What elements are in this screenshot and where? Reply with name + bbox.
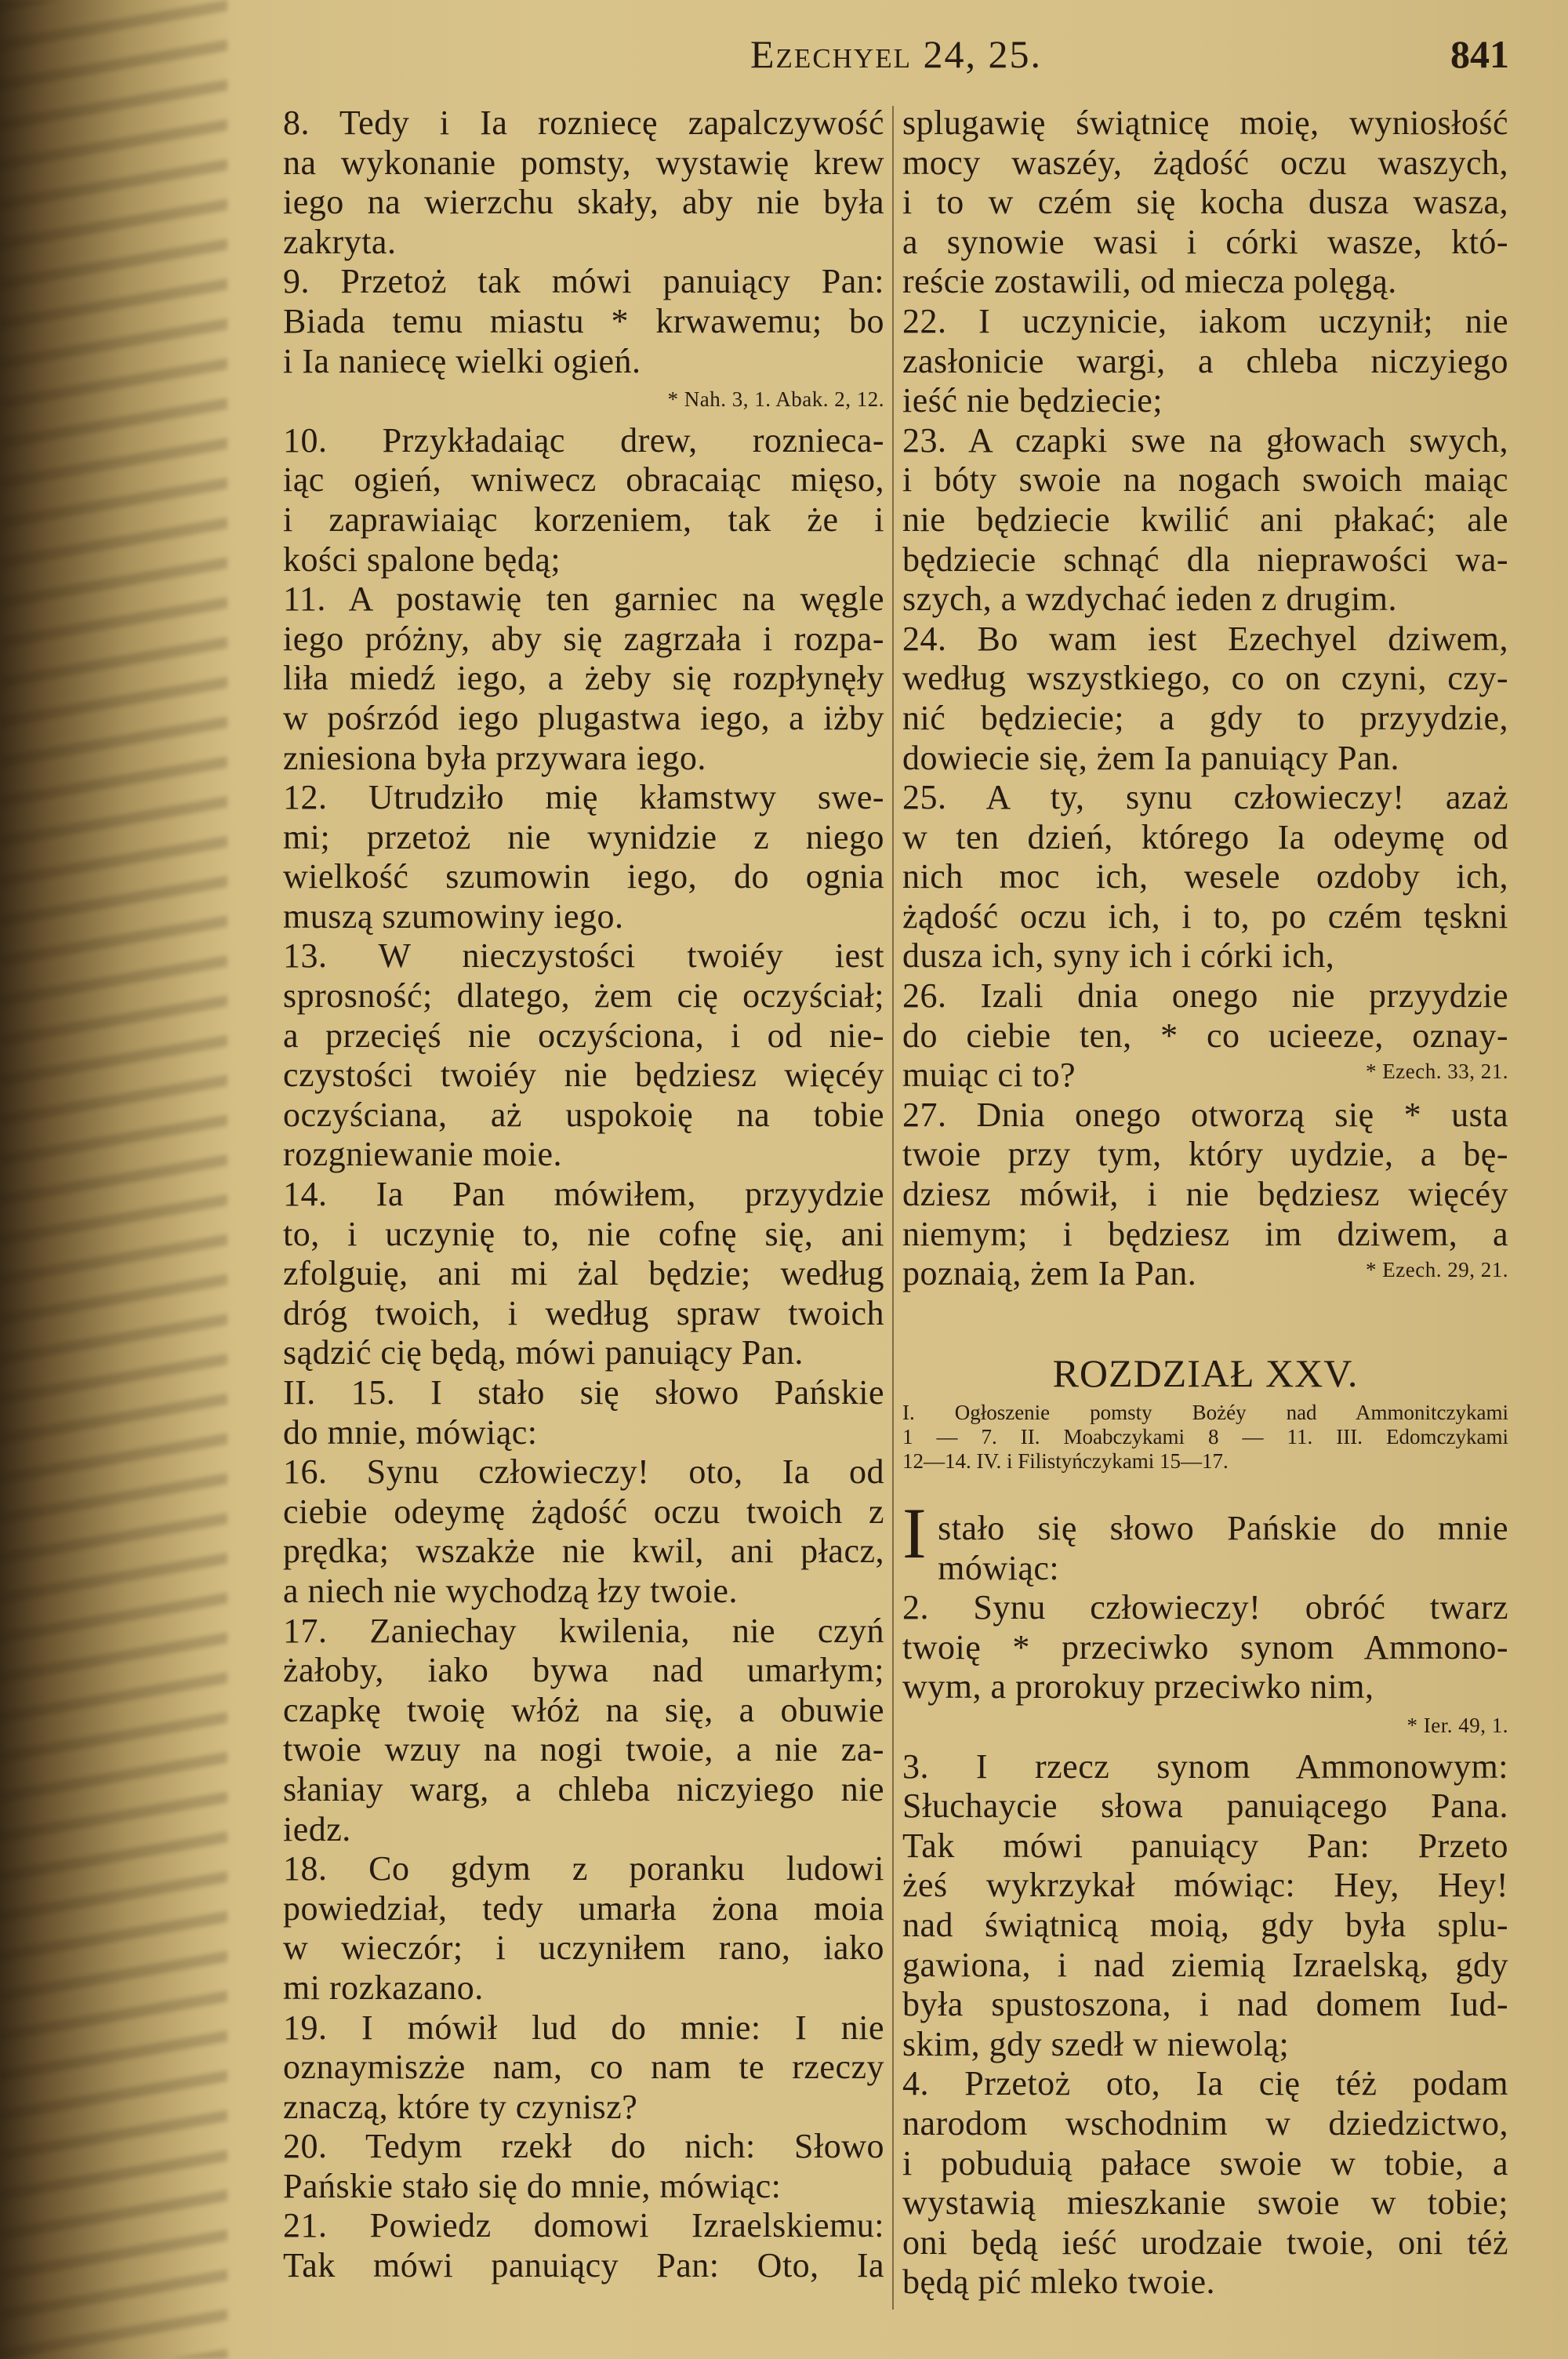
text-line: skim, gdy szedł w niewolą; <box>902 2024 1290 2063</box>
text-line: i Ia naniecę wielki ogień. <box>283 341 641 380</box>
text-line: niemym; i będziesz im dziwem, a <box>902 1214 1508 1253</box>
text-line: Słuchaycie słowa panuiącego Pana. <box>902 1787 1508 1826</box>
text-line: ciebie odeymę żądość oczu twoich z <box>283 1492 884 1531</box>
text-line: twoię * przeciwko synom Ammono- <box>902 1627 1508 1667</box>
text-line: 19. I mówił lud do mnie: I nie <box>283 2008 884 2047</box>
text-line: dziesz mówił, i nie będziesz więcéy <box>902 1175 1508 1214</box>
text-line: słaniay warg, a chleba niczyiego nie <box>283 1769 884 1808</box>
text-line: muiąc ci to? <box>902 1056 1076 1095</box>
text-line: 9. Przetoż tak mówi panuiący Pan: <box>283 262 884 301</box>
text-line: dusza ich, syny ich i córki ich, <box>902 936 1335 976</box>
text-line: do ciebie ten, * co ucieeze, oznay- <box>902 1016 1508 1055</box>
running-head: Ezechyel 24, 25. <box>750 32 1042 76</box>
text-line: 3. I rzecz synom Ammonowym: <box>902 1747 1508 1786</box>
text-line: 25. A ty, synu człowieczy! azaż <box>902 778 1508 817</box>
text-line: splugawię świątnicę moię, wyniosłość <box>902 104 1508 142</box>
text-line: iego na wierzchu skały, aby nie była <box>283 183 884 222</box>
footnote-reference: * Ezech. 33, 21. <box>1366 1060 1508 1084</box>
text-line: a niech nie wychodzą łzy twoie. <box>283 1571 738 1610</box>
text-line: ieść nie będziecie; <box>902 381 1163 420</box>
text-line: twoie przy tym, który uydzie, a bę- <box>902 1135 1508 1174</box>
text-line: według wszystkiego, co on czyni, czy- <box>902 659 1508 698</box>
text-line: 23. A czapki swe na głowach swych, <box>902 420 1508 460</box>
text-line: będziecie schnąć dla nieprawości wa- <box>902 540 1508 579</box>
drop-cap: I <box>902 1493 927 1573</box>
text-line: reście zostawili, od miecza polęgą. <box>902 262 1397 301</box>
text-line: Biada temu miastu * krwawemu; bo <box>283 301 884 340</box>
text-line: 8. Tedy i Ia rozniecę zapalczywość <box>283 104 884 142</box>
text-line: zniesiona była przywara iego. <box>283 738 706 777</box>
text-line: żeś wykrzykał mówiąc: Hey, Hey! <box>902 1866 1508 1905</box>
text-line: 11. A postawię ten garniec na węgle <box>283 580 884 619</box>
text-line: czystości twoiéy nie będziesz więcéy <box>283 1056 884 1095</box>
text-line: a przecięś nie oczyściona, i od nie- <box>283 1016 884 1055</box>
text-line: wielkość szumowin iego, do ognia <box>283 857 884 896</box>
text-line: szych, a wzdychać ieden z drugim. <box>902 580 1398 619</box>
text-line: sprosność; dlatego, żem cię oczyściał; <box>283 976 884 1016</box>
text-line: dowiecie się, żem Ia panuiący Pan. <box>902 738 1399 777</box>
page-number: 841 <box>1450 32 1509 76</box>
text-line: sądzić cię będą, mówi panuiący Pan. <box>283 1333 804 1372</box>
text-line: stało się słowo Pańskie do mnie <box>938 1509 1508 1547</box>
text-line: to, i uczynię to, nie cofnę się, ani <box>283 1214 884 1253</box>
text-line: nić będziecie; a gdy to przyydzie, <box>902 698 1508 737</box>
text-line: 27. Dnia onego otworzą się * usta <box>902 1095 1508 1134</box>
column-divider <box>892 106 894 2310</box>
text-line: poznaią, żem Ia Pan. <box>902 1254 1197 1293</box>
summary-line: I. Ogłoszenie pomsty Bożéy nad Ammonitczykami <box>902 1401 1508 1424</box>
footnote-reference: * Nah. 3, 1. Abak. 2, 12. <box>667 387 884 412</box>
chapter-summary <box>902 1401 1508 1474</box>
text-line: mi; przetoż nie wynidzie z niego <box>283 817 884 856</box>
text-line: 2. Synu człowieczy! obróć twarz <box>902 1588 1508 1627</box>
text-line: wystawią mieszkanie swoie w tobie; <box>902 2183 1508 2223</box>
text-line: będą pić mleko twoie. <box>902 2263 1216 2302</box>
text-line: twoie wzuy na nogi twoie, a nie za- <box>283 1730 884 1769</box>
text-line: liła miedź iego, a żeby się rozpłynęły <box>283 659 884 698</box>
previous-page-edge <box>0 0 227 2359</box>
chapter-heading: ROZDZIAŁ XXV. <box>1052 1351 1359 1395</box>
text-line-with-footnote <box>902 1254 1508 1294</box>
text-line: iego próżny, aby się zagrzała i rozpa- <box>283 619 884 658</box>
summary-line: 1 — 7. II. Moabczykami 8 — 11. III. Edomczykami <box>902 1425 1508 1448</box>
text-line: nich moc ich, wesele ozdoby ich, <box>902 857 1508 896</box>
text-line: była spustoszona, i nad domem Iud- <box>902 1985 1508 2024</box>
text-line: kości spalone będą; <box>283 540 561 579</box>
text-line: oczyściana, aż uspokoię na tobie <box>283 1095 884 1134</box>
text-line: 21. Powiedz domowi Izraelskiemu: <box>283 2206 884 2245</box>
text-line: w ten dzień, którego Ia odeymę od <box>902 817 1508 856</box>
text-line: gawiona, i nad ziemią Izraelską, gdy <box>902 1945 1508 1984</box>
chapter-lines <box>902 1549 1508 2303</box>
right-column-top <box>902 104 1508 1294</box>
text-line: 12. Utrudziło mię kłamstwy swe- <box>283 778 884 817</box>
text-line: w pośrzód iego plugastwa iego, a iżby <box>283 698 884 737</box>
left-column <box>283 104 884 2286</box>
text-line: 10. Przykładaiąc drew, roznieca- <box>283 420 884 460</box>
text-line: żądość oczu ich, i to, po czém tęskni <box>902 896 1508 936</box>
text-line: iąc ogień, wniwecz obracaiąc mięso, <box>283 460 884 500</box>
text-line: zakryta. <box>283 222 397 261</box>
text-line: a synowie wasi i córki wasze, któ- <box>902 222 1508 261</box>
text-line: żałoby, iako bywa nad umarłym; <box>283 1651 884 1690</box>
text-line: 22. I uczynicie, iakom uczynił; nie <box>902 301 1508 340</box>
text-line: oni będą ieść urodzaie twoie, oni téż <box>902 2223 1508 2262</box>
text-line: iedz. <box>283 1809 351 1848</box>
text-line: i to w czém się kocha dusza wasza, <box>902 183 1508 222</box>
text-line: 18. Co gdym z poranku ludowi <box>283 1849 884 1888</box>
summary-line: 12—14. IV. i Filistyńczykami 15—17. <box>902 1449 1229 1473</box>
text-line: do mnie, mówiąc: <box>283 1412 538 1452</box>
text-line: nie będziecie kwilić ani płakać; ale <box>902 500 1508 539</box>
text-line: Tak mówi panuiący Pan: Oto, Ia <box>283 2246 884 2285</box>
text-line: znaczą, które ty czynisz? <box>283 2087 638 2126</box>
text-line: mówiąc: <box>938 1548 1060 1587</box>
text-line: i bóty swoie na nogach swoich maiąc <box>902 460 1508 500</box>
text-line: rozgniewanie moie. <box>283 1135 562 1174</box>
text-line: 24. Bo wam iest Ezechyel dziwem, <box>902 619 1508 658</box>
text-line: narodom wschodnim w dziedzictwo, <box>902 2103 1508 2143</box>
page-header <box>283 31 1509 86</box>
text-line: zfolguię, ani mi żal będzie; według <box>283 1254 884 1293</box>
text-line: 14. Ia Pan mówiłem, przyydzie <box>283 1175 884 1214</box>
footnote-reference: * Ezech. 29, 21. <box>1366 1258 1508 1282</box>
text-line: 13. W nieczystości twoiéy iest <box>283 936 884 976</box>
text-line: Tak mówi panuiący Pan: Przeto <box>902 1826 1508 1865</box>
text-line-with-footnote <box>902 1056 1508 1096</box>
text-line: mi rozkazano. <box>283 1968 484 2007</box>
chapter-text <box>902 1493 1508 2303</box>
text-line: czapkę twoię włóż na się, a obuwie <box>283 1690 884 1729</box>
text-line: 4. Przetoż oto, Ia cię téż podam <box>902 2064 1508 2103</box>
text-line: wym, a prorokuy przeciwko nim, <box>902 1667 1374 1707</box>
text-line: i zaprawiaiąc korzeniem, tak że i <box>283 500 884 539</box>
text-line: prędka; wszakże nie kwil, ani płacz, <box>283 1532 884 1571</box>
text-line: muszą szumowiny iego. <box>283 896 624 936</box>
text-line: i pobuduią pałace swoie w tobie, a <box>902 2143 1508 2183</box>
text-line: oznaymiszże nam, co nam te rzeczy <box>283 2048 884 2087</box>
text-line: Pańskie stało się do mnie, mówiąc: <box>283 2166 782 2205</box>
text-line: mocy waszéy, żądość oczu waszych, <box>902 143 1508 182</box>
text-line: dróg twoich, i według spraw twoich <box>283 1293 884 1332</box>
text-line: na wykonanie pomsty, wystawię krew <box>283 143 884 182</box>
text-line: zasłonicie wargi, a chleba niczyiego <box>902 341 1508 380</box>
text-line: 17. Zaniechay kwilenia, nie czyń <box>283 1611 884 1650</box>
text-line: powiedział, tedy umarła żona moia <box>283 1888 884 1928</box>
text-line: II. 15. I stało się słowo Pańskie <box>283 1373 884 1412</box>
text-line: 20. Tedym rzekł do nich: Słowo <box>283 2127 884 2166</box>
text-line: nad świątnicą moią, gdy była splu- <box>902 1905 1508 1944</box>
text-line: 26. Izali dnia onego nie przyydzie <box>902 976 1508 1016</box>
footnote-reference: * Ier. 49, 1. <box>1406 1713 1508 1737</box>
text-line: 16. Synu człowieczy! oto, Ia od <box>283 1452 884 1492</box>
text-line: w wieczór; i uczyniłem rano, iako <box>283 1928 884 1968</box>
